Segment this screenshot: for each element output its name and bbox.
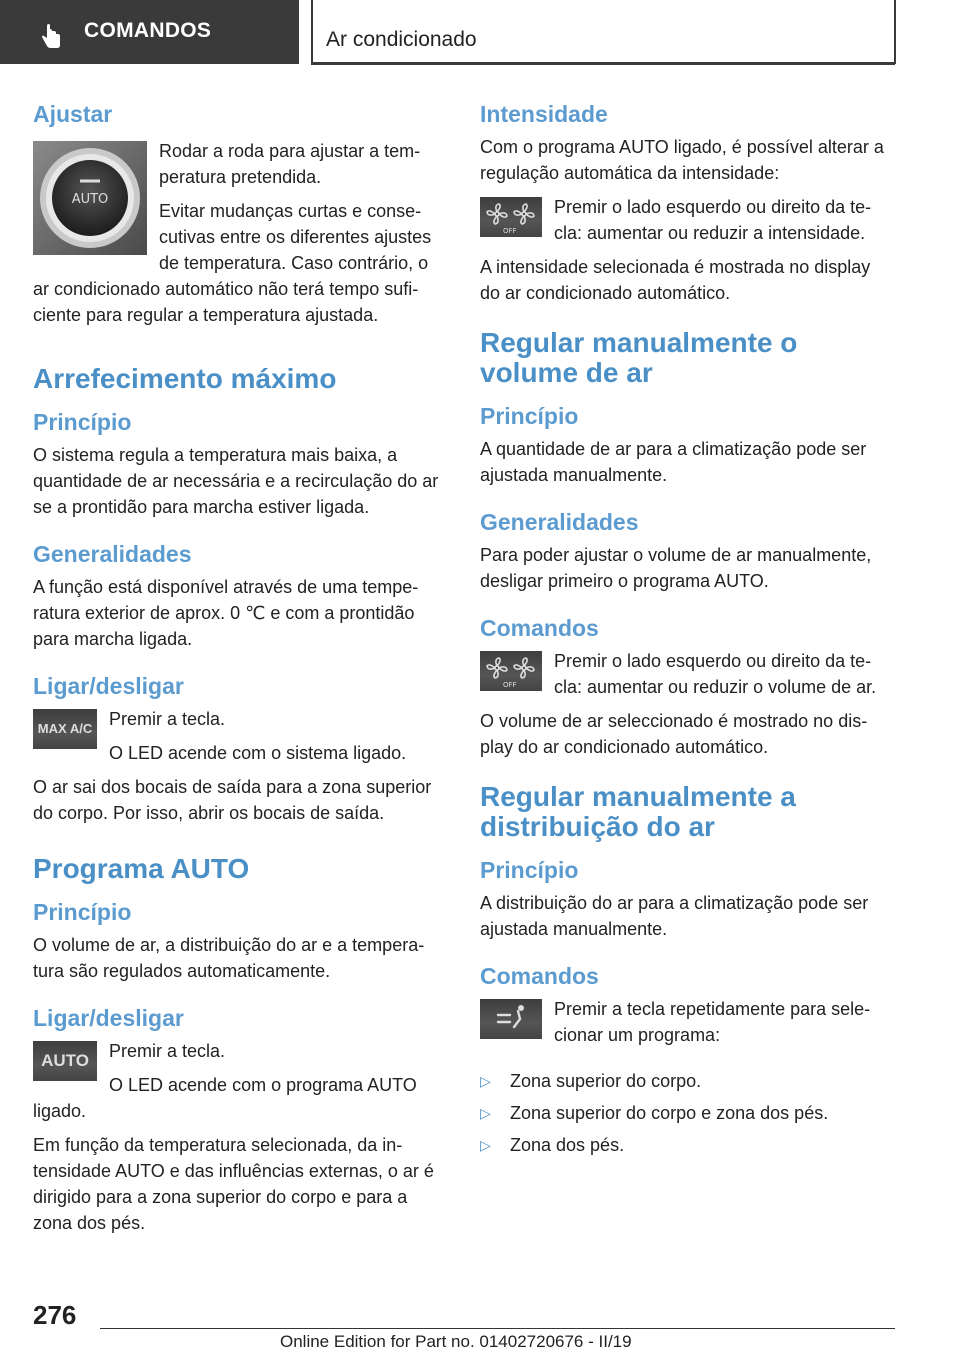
heading-generalidades-volume: Generalidades xyxy=(480,509,639,535)
arref-ligar-text-2: O LED acende com o sistema ligado. xyxy=(109,743,407,763)
fan-icon-2 xyxy=(480,651,542,691)
heading-regular-volume: Regular manualmente o volume de ar xyxy=(480,327,798,388)
page-number: 276 xyxy=(33,1300,77,1330)
max-ac-button-image xyxy=(33,709,97,749)
ajustar-text-1: Rodar a roda para ajustar a tem-peratura pretendida. xyxy=(159,141,421,187)
auto-label: AUTO xyxy=(41,1051,89,1070)
ajustar-text-2: Evitar mudanças curtas e conse-cutivas entre os diferentes ajustes de temperatura. Caso contrário, o ar condicionado automático não terá tempo sufi-ciente para regular a temperatura ajustada. xyxy=(33,201,432,325)
arref-ligar-text-1: Premir a tecla. xyxy=(109,709,226,729)
list-item: ▷ Zona dos pés. xyxy=(480,1132,892,1158)
list-item: ▷ Zona superior do corpo. xyxy=(480,1068,892,1094)
heading-principio-distribuicao: Princípio xyxy=(480,857,579,883)
auto-ligar-text-2: O LED acende com o programa AUTO ligado. xyxy=(33,1075,417,1121)
auto-principio-text: O volume de ar, a distribuição do ar e a tempera-tura são regulados automaticamente. xyxy=(33,935,425,981)
fan-icon xyxy=(480,197,542,237)
heading-principio: Princípio xyxy=(33,409,132,435)
triangle-bullet-icon: ▷ xyxy=(480,1073,491,1089)
vol-generalidades-text: Para poder ajustar o volume de ar manualmente, desligar primeiro o programa AUTO. xyxy=(480,545,872,591)
heading-arrefecimento: Arrefecimento máximo xyxy=(33,363,337,394)
right-column xyxy=(480,100,892,1164)
intens-text-2: Premir o lado esquerdo ou direito da te-cla: aumentar ou reduzir a intensidade. xyxy=(554,197,872,243)
temperature-knob-icon xyxy=(33,141,147,255)
heading-programa-auto: Programa AUTO xyxy=(33,853,250,884)
arref-principio-text: O sistema regula a temperatura mais baixa, a quantidade de ar necessária e a recirculação do ar se a prontidão para marcha estiver ligada. xyxy=(33,445,439,517)
auto-ligar-text-1: Premir a tecla. xyxy=(109,1041,226,1061)
footer-rule xyxy=(100,1328,895,1329)
heading-generalidades: Generalidades xyxy=(33,541,192,567)
fan-button-image-1 xyxy=(480,197,542,237)
list-item: ▷ Zona superior do corpo e zona dos pés. xyxy=(480,1100,892,1126)
footer-edition: Online Edition for Part no. 01402720676 - II/19 xyxy=(280,1332,632,1351)
dist-comandos-text-1: Premir a tecla repetidamente para sele-cionar um programa: xyxy=(554,999,871,1045)
section-label: COMANDOS xyxy=(84,19,212,42)
distribution-program-list xyxy=(480,1068,892,1158)
hand-pointer-icon xyxy=(38,24,64,50)
air-distribution-button-image xyxy=(480,999,542,1039)
dist-principio-text: A distribuição do ar para a climatização pode ser ajustada manualmente. xyxy=(480,893,869,939)
intens-text-1: Com o programa AUTO ligado, é possível alterar a regulação automática da intensidade: xyxy=(480,137,884,183)
header-divider xyxy=(311,0,313,64)
knob-label: AUTO xyxy=(71,192,109,207)
temperature-knob-image xyxy=(33,141,147,255)
heading-regular-distribuicao: Regular manualmente a distribuição do ar xyxy=(480,781,796,842)
max-ac-label: MAX A/C xyxy=(37,721,93,736)
heading-principio-auto: Princípio xyxy=(33,899,132,925)
heading-comandos-volume: Comandos xyxy=(480,615,599,641)
left-column xyxy=(33,100,447,1244)
header-right-border xyxy=(894,0,896,64)
heading-comandos-distribuicao: Comandos xyxy=(480,963,599,989)
triangle-bullet-icon: ▷ xyxy=(480,1105,491,1121)
heading-principio-volume: Princípio xyxy=(480,403,579,429)
header-rule xyxy=(311,62,895,65)
section-tab xyxy=(0,0,299,64)
page-title: Ar condicionado xyxy=(326,28,477,51)
heading-ligar-desligar-auto: Ligar/desligar xyxy=(33,1005,184,1031)
arref-ligar-text-3: O ar sai dos bocais de saída para a zona superior do corpo. Por isso, abrir os bocais de saída. xyxy=(33,777,432,823)
triangle-bullet-icon: ▷ xyxy=(480,1137,491,1153)
fan-button-image-2 xyxy=(480,651,542,691)
vol-comandos-text-1: Premir o lado esquerdo ou direito da te-cla: aumentar ou reduzir o volume de ar. xyxy=(554,651,877,697)
heading-ligar-desligar: Ligar/desligar xyxy=(33,673,184,699)
vol-principio-text: A quantidade de ar para a climatização pode ser ajustada manualmente. xyxy=(480,439,867,485)
vol-comandos-text-2: O volume de ar seleccionado é mostrado no dis-play do ar condicionado automático. xyxy=(480,711,868,757)
intens-text-3: A intensidade selecionada é mostrada no display do ar condicionado automático. xyxy=(480,257,871,303)
arref-generalidades-text: A função está disponível através de uma tempe-ratura exterior de aprox. 0 ℃ e com a prontidão para marcha ligada. xyxy=(33,577,419,649)
fan-off-label-2: OFF xyxy=(503,681,517,689)
heading-intensidade: Intensidade xyxy=(480,101,608,127)
heading-ajustar: Ajustar xyxy=(33,101,113,127)
fan-off-label: OFF xyxy=(503,227,517,235)
auto-ligar-text-3: Em função da temperatura selecionada, da in-tensidade AUTO e das influências externas, o ar é dirigido para a zona superior do corpo e para a zona dos pés. xyxy=(33,1135,434,1233)
auto-button-image xyxy=(33,1041,97,1081)
air-distribution-icon xyxy=(480,999,542,1039)
